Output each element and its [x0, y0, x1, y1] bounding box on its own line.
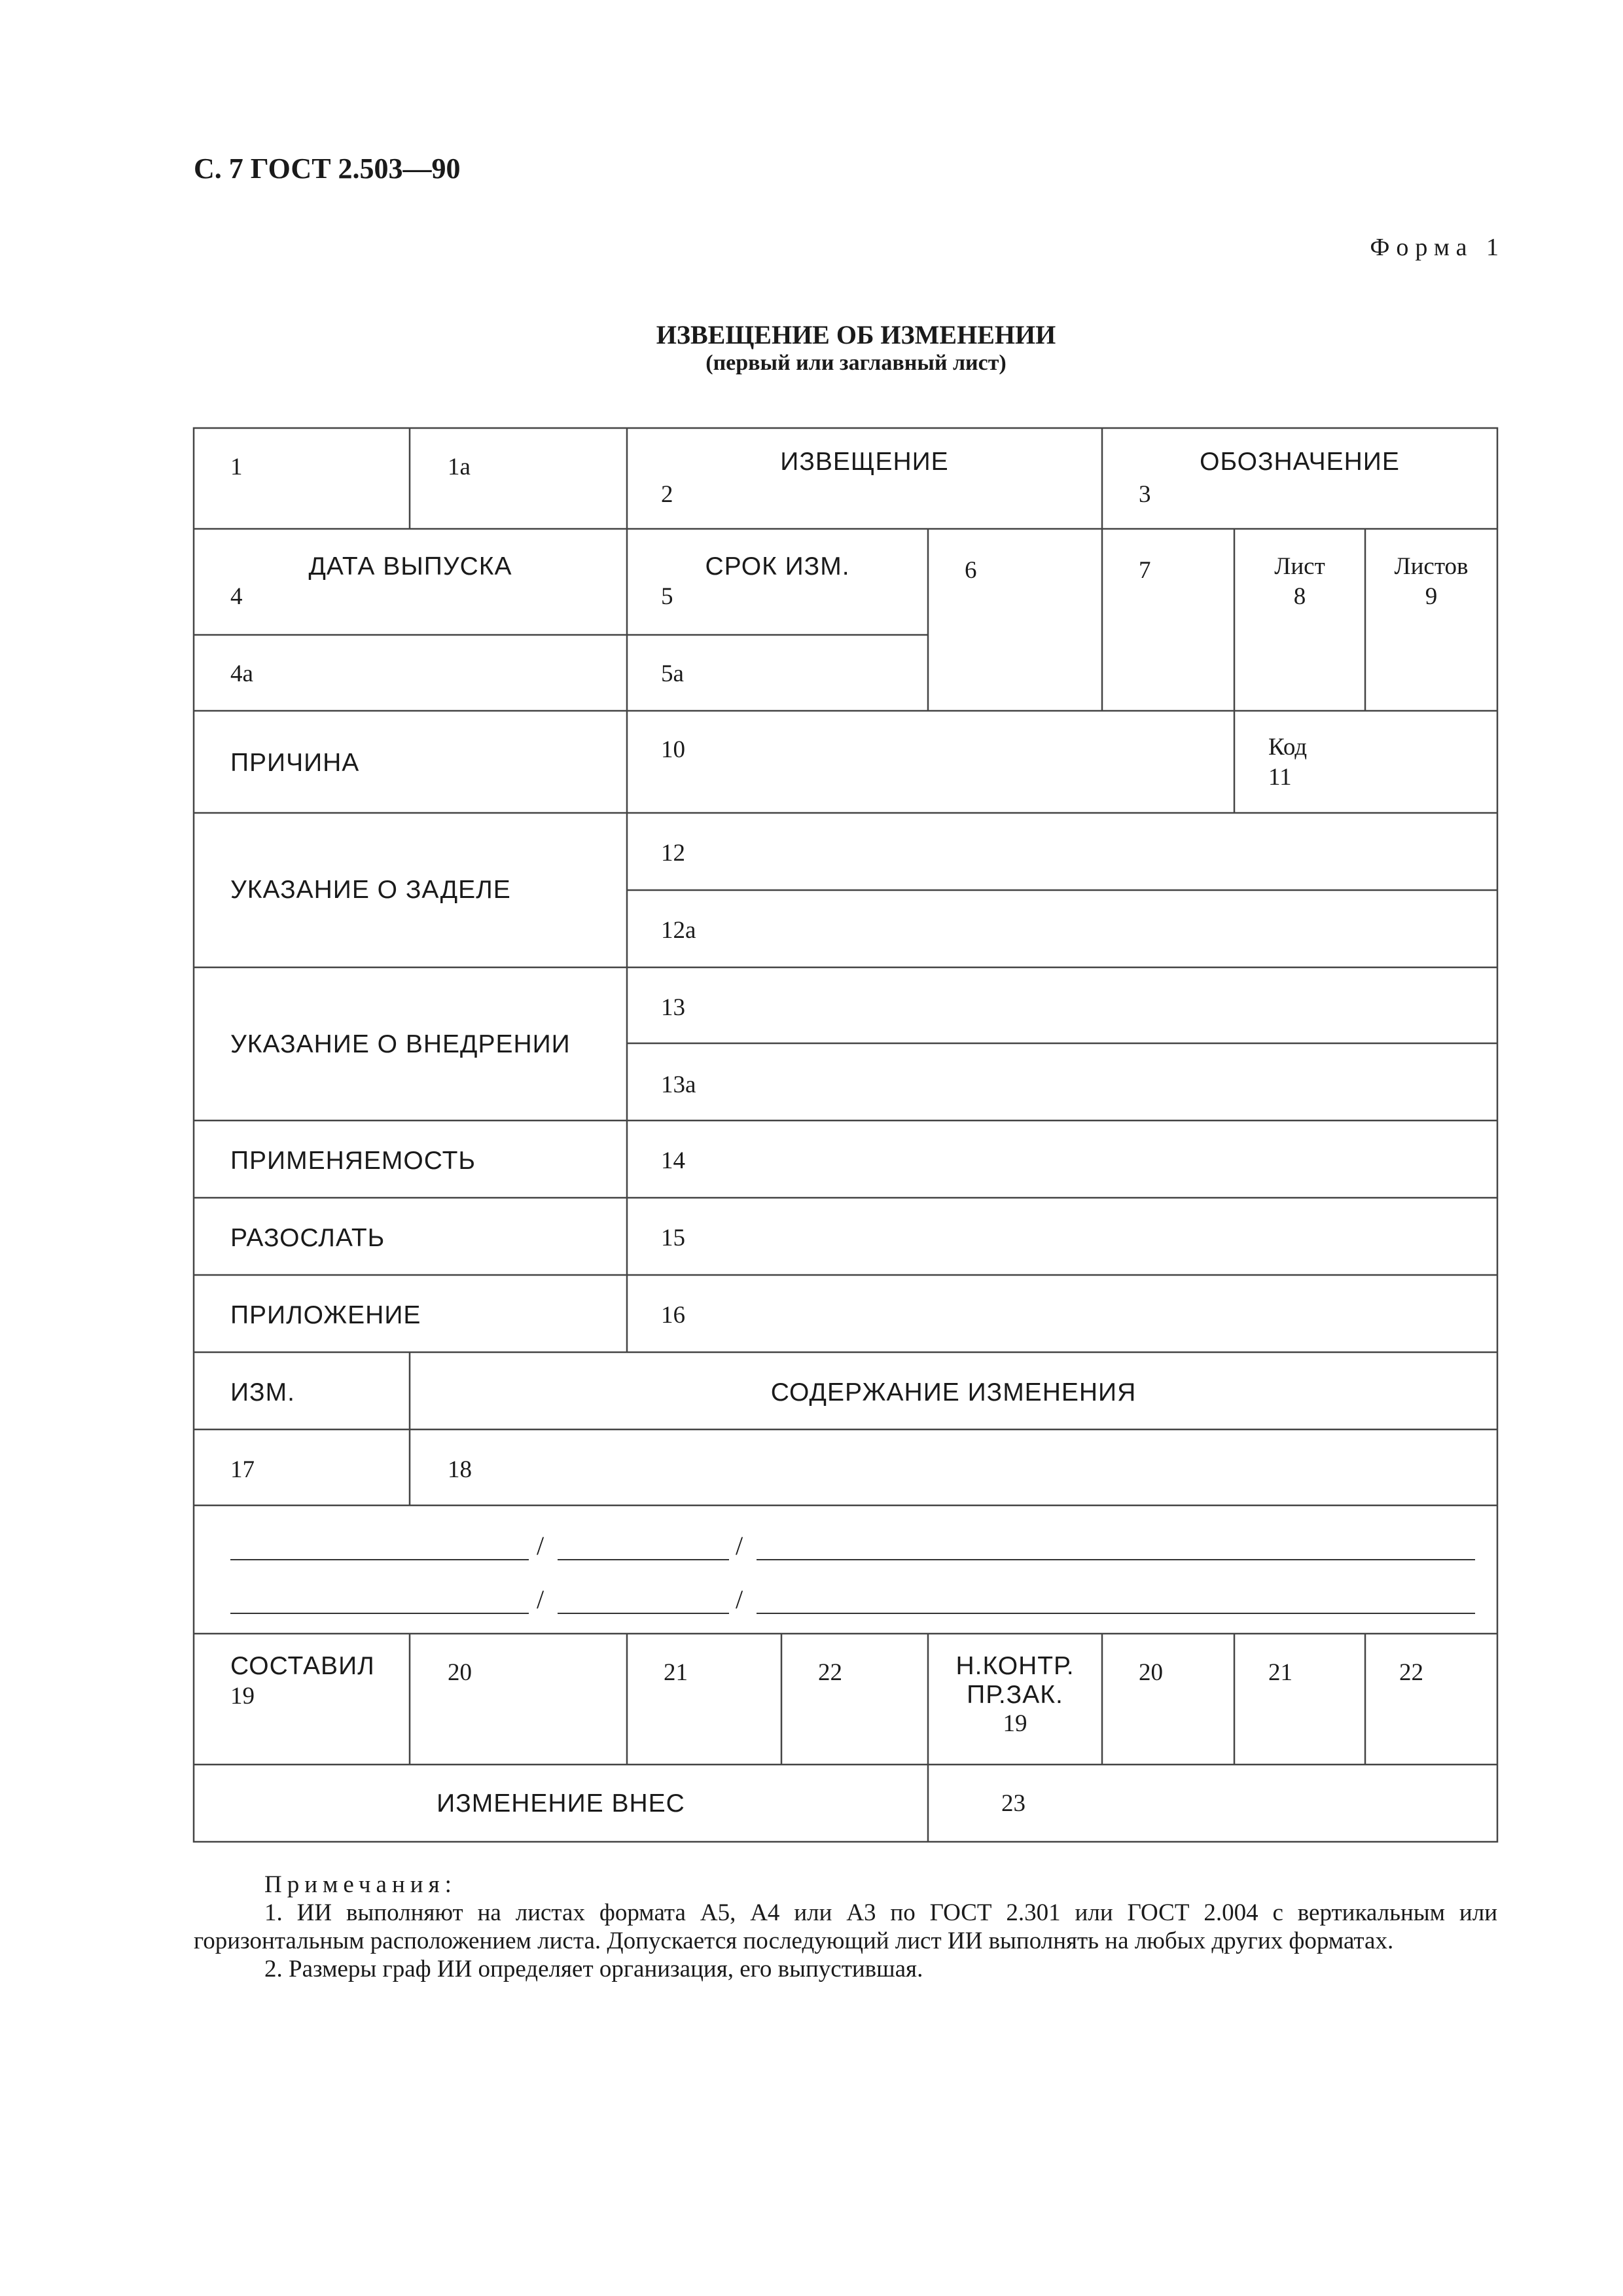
cell-7: 7	[1139, 557, 1151, 584]
kod-label: Код	[1268, 734, 1308, 761]
signature-line	[558, 1613, 729, 1614]
prichina-label: ПРИЧИНА	[230, 749, 360, 777]
signature-line	[230, 1559, 529, 1560]
srok-izm-label: СРОК ИЗМ.	[705, 552, 850, 581]
cell-8: 8	[1293, 583, 1306, 610]
cell-17: 17	[230, 1456, 255, 1483]
cell-5a: 5а	[661, 660, 684, 687]
zadel-label: УКАЗАНИЕ О ЗАДЕЛЕ	[230, 876, 511, 904]
n-kontr-label: Н.КОНТР.	[955, 1652, 1075, 1680]
cell-20-kontr: 20	[1139, 1659, 1163, 1686]
pr-zak-label: ПР.ЗАК.	[967, 1681, 1063, 1709]
cell-11: 11	[1268, 764, 1292, 791]
cell-22-kontr: 22	[1399, 1659, 1423, 1686]
soderzhanie-izmeneniya-label: СОДЕРЖАНИЕ ИЗМЕНЕНИЯ	[770, 1378, 1137, 1407]
cell-9: 9	[1425, 583, 1438, 610]
cell-5: 5	[661, 583, 673, 610]
izmenenie-vnes-label: ИЗМЕНЕНИЕ ВНЕС	[437, 1789, 685, 1818]
list-label: Лист	[1274, 553, 1325, 580]
notes	[194, 1871, 1497, 1983]
cell-14: 14	[661, 1147, 685, 1174]
cell-10: 10	[661, 736, 685, 763]
signature-separator: /	[537, 1585, 544, 1614]
primenyaemost-label: ПРИМЕНЯЕМОСТЬ	[230, 1147, 476, 1175]
page-header: С. 7 ГОСТ 2.503—90	[194, 152, 461, 185]
cell-15: 15	[661, 1225, 685, 1251]
signature-line	[757, 1613, 1475, 1614]
form-label: Форма 1	[1370, 234, 1505, 261]
document-subtitle: (первый или заглавный лист)	[705, 351, 1007, 375]
form-border	[194, 428, 1497, 1842]
signature-separator: /	[736, 1531, 743, 1560]
izm-label: ИЗМ.	[230, 1378, 295, 1407]
note-item: 2. Размеры граф ИИ определяет организация, его выпустившая.	[264, 1956, 923, 1982]
sostavil-label: СОСТАВИЛ	[230, 1652, 375, 1680]
note-item: 1. ИИ выполняют на листах формата А5, А4 или А3 по ГОСТ 2.301 или ГОСТ 2.004 с вертикальным или горизонтальным расположением листа. Допускается последующий лист ИИ выполнять на любых других форматах.	[194, 1899, 1497, 1954]
cell-21-kontr: 21	[1268, 1659, 1293, 1686]
document-title: ИЗВЕЩЕНИЕ ОБ ИЗМЕНЕНИИ	[656, 320, 1056, 350]
cell-19-kontr: 19	[1003, 1710, 1027, 1737]
cell-1: 1	[230, 454, 243, 480]
cell-4: 4	[230, 583, 243, 610]
oboznachenie-label: ОБОЗНАЧЕНИЕ	[1200, 448, 1400, 476]
listov-label: Листов	[1394, 553, 1469, 580]
cell-23: 23	[1001, 1790, 1026, 1817]
cell-12a: 12а	[661, 917, 696, 944]
signature-line	[757, 1559, 1475, 1560]
cell-3: 3	[1139, 481, 1151, 508]
cell-19: 19	[230, 1683, 255, 1710]
cell-12: 12	[661, 840, 685, 867]
signature-separator: /	[537, 1531, 544, 1560]
cell-2: 2	[661, 481, 673, 508]
cell-21: 21	[664, 1659, 688, 1686]
vnedrenie-label: УКАЗАНИЕ О ВНЕДРЕНИИ	[230, 1030, 571, 1058]
data-vypuska-label: ДАТА ВЫПУСКА	[308, 552, 512, 581]
razoslat-label: РАЗОСЛАТЬ	[230, 1224, 385, 1252]
cell-1a: 1а	[448, 454, 471, 480]
cell-6: 6	[965, 557, 977, 584]
prilozhenie-label: ПРИЛОЖЕНИЕ	[230, 1301, 421, 1329]
signature-line	[230, 1613, 529, 1614]
signature-line	[558, 1559, 729, 1560]
izveshchenie-label: ИЗВЕЩЕНИЕ	[780, 448, 949, 476]
cell-13: 13	[661, 994, 685, 1021]
notes-heading: Примечания:	[264, 1871, 457, 1898]
signature-separator: /	[736, 1585, 743, 1614]
cell-13a: 13а	[661, 1071, 696, 1098]
cell-20: 20	[448, 1659, 472, 1686]
cell-16: 16	[661, 1302, 685, 1329]
cell-4a: 4а	[230, 660, 253, 687]
cell-22: 22	[818, 1659, 842, 1686]
cell-18: 18	[448, 1456, 472, 1483]
